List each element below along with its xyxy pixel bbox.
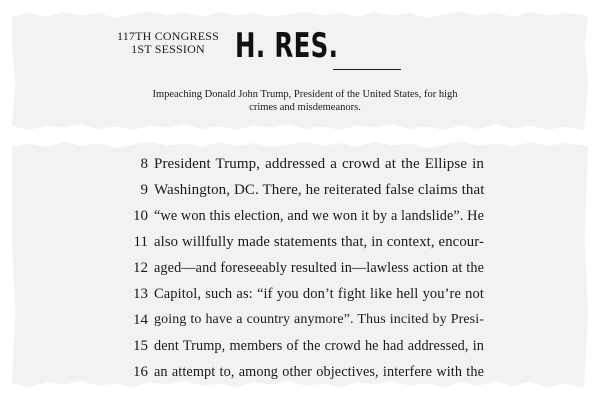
line-text: Capitol, such as: “if you don’t fight like hell you’re not — [154, 286, 484, 302]
text-line — [118, 255, 484, 281]
session-number: 1ST SESSION — [131, 42, 205, 56]
line-text: President Trump, addressed a crowd at the Ellipse in — [154, 156, 484, 172]
line-number: 8 — [140, 156, 148, 172]
line-number: 16 — [133, 364, 148, 380]
line-text: also willfully made statements that, in context, encour- — [154, 234, 484, 250]
line-number: 10 — [133, 208, 148, 224]
summary-line-2: crimes and misdemeanors. — [249, 102, 361, 113]
line-text: dent Trump, members of the crowd he had addressed, in — [154, 338, 484, 354]
line-number: 14 — [133, 312, 148, 328]
line-text: an attempt to, among other objectives, interfere with the — [154, 364, 484, 380]
line-text: “we won this election, and we won it by a landslide”. He — [154, 208, 484, 224]
text-line — [118, 229, 484, 255]
summary-line-1: Impeaching Donald John Trump, President of the United States, for high — [152, 89, 458, 100]
line-number: 9 — [140, 182, 148, 198]
line-number: 12 — [133, 260, 148, 276]
resolution-title: H. RES. — [235, 26, 339, 66]
text-line — [118, 177, 485, 203]
line-number: 11 — [133, 234, 148, 250]
text-line — [118, 281, 484, 307]
text-line — [118, 203, 484, 229]
text-line — [118, 307, 484, 333]
text-line — [118, 359, 484, 385]
line-text: aged—and foreseeably resulted in—lawless action at the — [154, 260, 484, 276]
line-text: going to have a country anymore”. Thus incited by Presi- — [154, 312, 484, 327]
line-number: 15 — [133, 338, 148, 354]
line-text: Washington, DC. There, he reiterated false claims that — [154, 182, 485, 198]
text-line — [118, 333, 484, 359]
line-number: 13 — [133, 286, 148, 302]
text-line — [118, 151, 484, 177]
congress-number: 117TH CONGRESS — [116, 29, 220, 43]
